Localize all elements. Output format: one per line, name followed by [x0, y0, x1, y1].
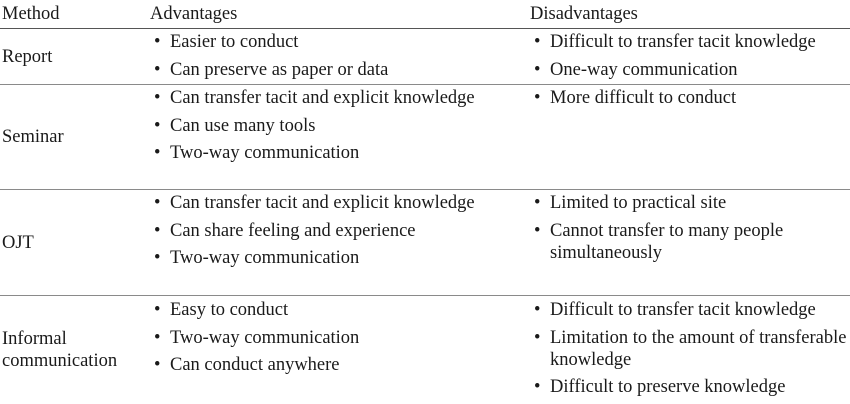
advantage-text: Can conduct anywhere — [170, 355, 340, 375]
disadvantage-item — [530, 220, 850, 264]
advantage-item — [150, 31, 520, 53]
bullet-icon: • — [534, 193, 541, 213]
bullet-icon: • — [534, 88, 541, 108]
advantage-text: Can transfer tacit and explicit knowledge — [170, 193, 475, 213]
disadvantages-cell — [530, 192, 850, 269]
bullet-icon: • — [154, 220, 161, 241]
disadvantage-text: Limited to practical site — [550, 193, 727, 213]
bullet-icon: • — [534, 220, 541, 241]
advantage-text: Easier to conduct — [170, 32, 299, 52]
bullet-icon: • — [534, 59, 541, 80]
bullet-icon: • — [534, 32, 541, 52]
advantage-item — [150, 354, 520, 376]
disadvantage-text: One-way communication — [550, 59, 738, 80]
header-method: Method — [2, 4, 60, 24]
disadvantages-cell — [530, 299, 850, 404]
bullet-icon: • — [154, 355, 161, 375]
table-row — [0, 190, 850, 296]
disadvantage-text: More difficult to conduct — [550, 88, 737, 108]
disadvantage-item — [530, 31, 850, 53]
advantage-item — [150, 192, 520, 214]
advantage-text: Easy to conduct — [170, 300, 289, 320]
advantages-cell — [150, 31, 520, 86]
advantage-item — [150, 87, 520, 109]
advantage-text: Can transfer tacit and explicit knowledge — [170, 88, 475, 108]
advantage-text: Can preserve as paper or data — [170, 59, 389, 80]
disadvantage-text: Difficult to transfer tacit knowledge — [550, 300, 816, 320]
table-row — [0, 296, 850, 404]
advantage-item — [150, 115, 520, 137]
disadvantage-item — [530, 192, 850, 214]
bullet-icon: • — [154, 88, 161, 108]
advantage-item — [150, 220, 520, 242]
disadvantages-cell — [530, 31, 850, 86]
advantage-text: Can share feeling and experience — [170, 220, 416, 241]
bullet-icon: • — [534, 377, 541, 397]
disadvantage-item — [530, 376, 850, 398]
advantage-item — [150, 327, 520, 349]
method-cell: Seminar — [2, 127, 64, 147]
advantage-item — [150, 247, 520, 269]
disadvantage-item — [530, 327, 850, 371]
advantage-text: Two-way communication — [170, 327, 360, 348]
disadvantage-text: Limitation to the amount of transferable knowledge — [550, 327, 847, 370]
advantage-item — [150, 142, 520, 164]
bullet-icon: • — [154, 59, 161, 80]
disadvantage-item — [530, 299, 850, 321]
disadvantage-item — [530, 59, 850, 81]
table-row — [0, 29, 850, 85]
method-cell: OJT — [2, 232, 34, 253]
disadvantage-text: Difficult to preserve knowledge — [550, 377, 786, 397]
method-cell: Report — [2, 46, 53, 67]
table-header-row — [0, 0, 850, 29]
method-cell: Informal communication — [2, 329, 118, 371]
advantages-cell — [150, 299, 520, 382]
bullet-icon: • — [154, 193, 161, 213]
bullet-icon: • — [154, 300, 161, 320]
disadvantage-item — [530, 87, 850, 109]
bullet-icon: • — [154, 143, 161, 163]
advantages-cell — [150, 87, 520, 170]
advantage-text: Two-way communication — [170, 143, 360, 163]
bullet-icon: • — [154, 248, 161, 268]
header-disadvantages: Disadvantages — [530, 4, 638, 24]
advantages-cell — [150, 192, 520, 275]
bullet-icon: • — [154, 32, 161, 52]
disadvantage-text: Difficult to transfer tacit knowledge — [550, 32, 816, 52]
table-row — [0, 85, 850, 190]
advantage-text: Two-way communication — [170, 248, 360, 268]
bullet-icon: • — [154, 327, 161, 348]
bullet-icon: • — [154, 115, 161, 136]
bullet-icon: • — [534, 300, 541, 320]
disadvantages-cell — [530, 87, 850, 115]
header-advantages: Advantages — [150, 4, 238, 24]
advantage-item — [150, 59, 520, 81]
advantage-text: Can use many tools — [170, 115, 316, 136]
advantage-item — [150, 299, 520, 321]
disadvantage-text: Cannot transfer to many people simultaneously — [550, 220, 784, 263]
bullet-icon: • — [534, 327, 541, 348]
